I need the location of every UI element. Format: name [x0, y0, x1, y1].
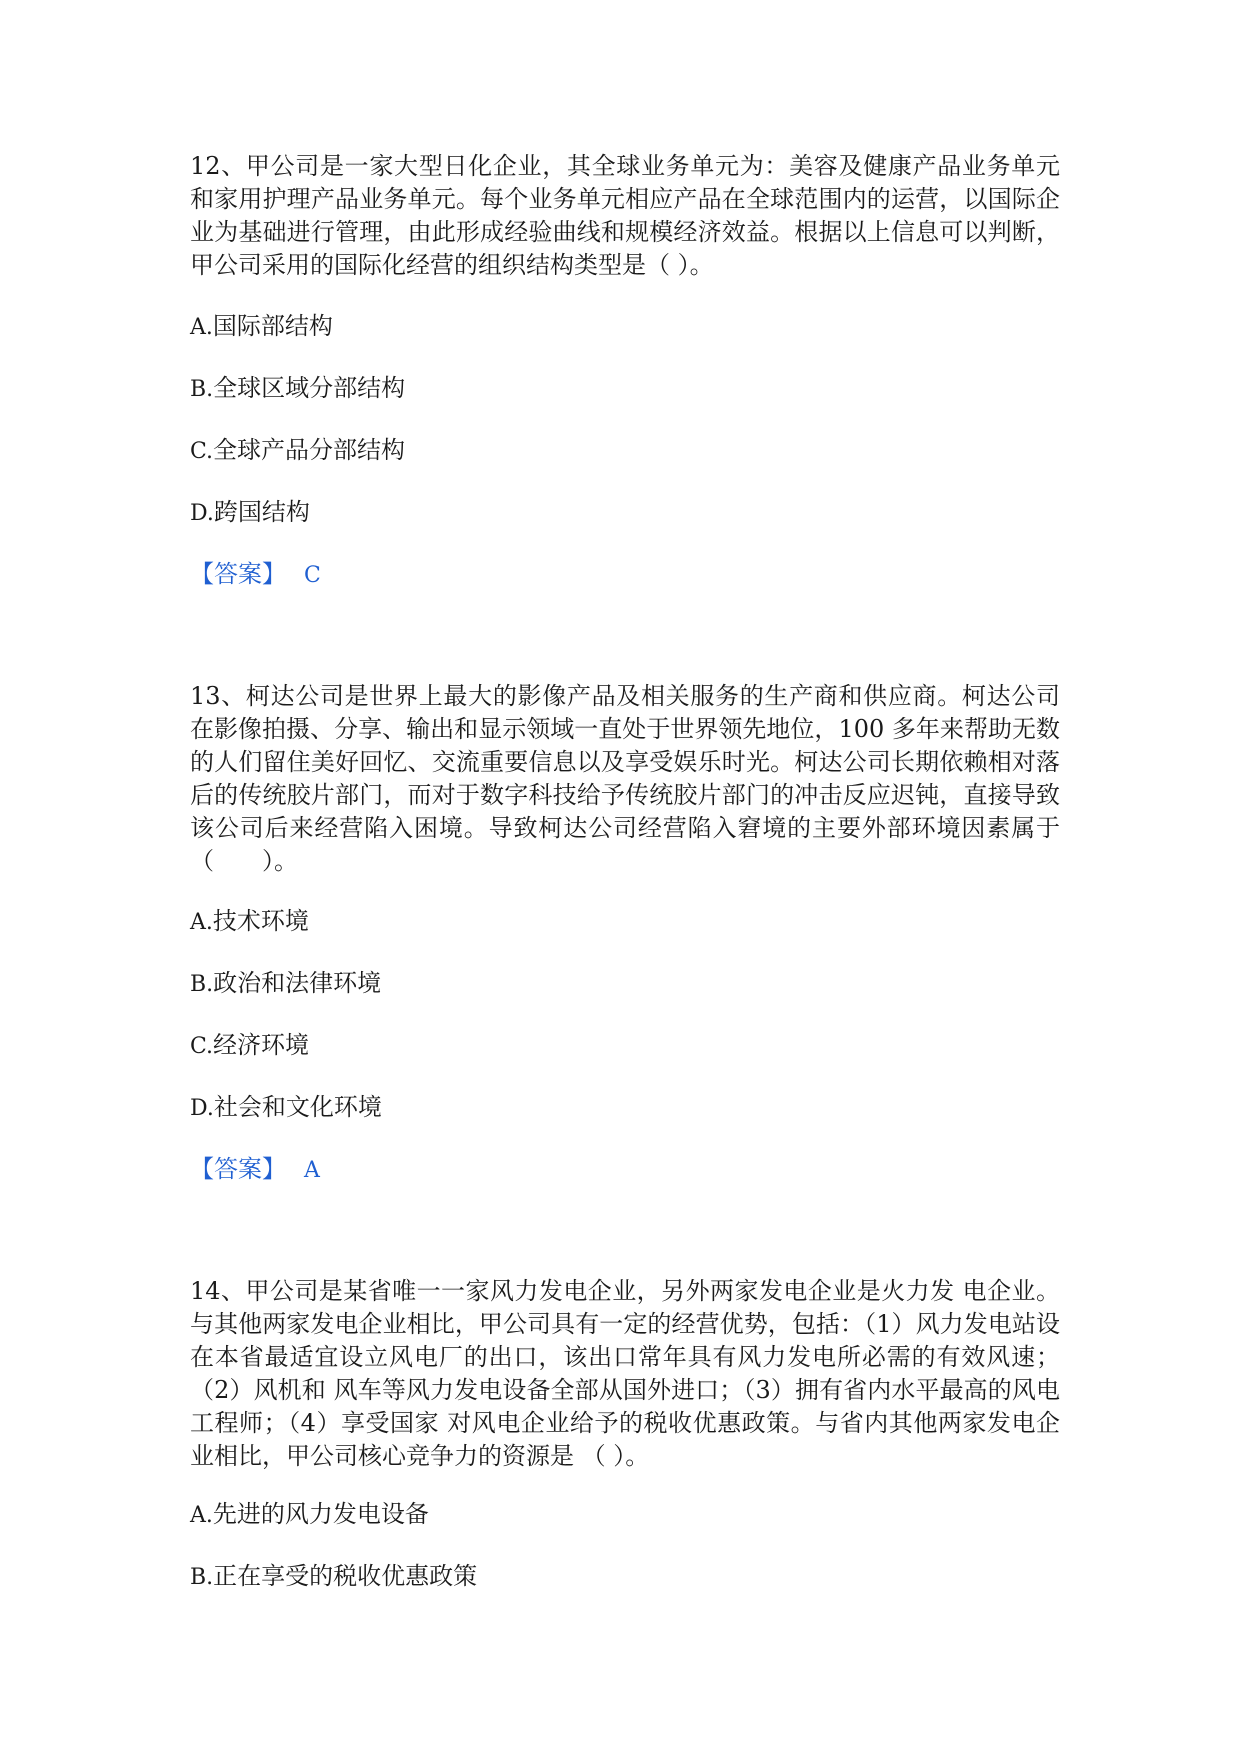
option-text: 国际部结构 [212, 312, 333, 340]
option-letter: A. [190, 910, 213, 935]
answer-line [190, 558, 321, 592]
option-letter: D. [190, 501, 214, 526]
option-text: 技术环境 [212, 907, 309, 935]
option-letter: C. [190, 1034, 214, 1059]
answer-tag: 【答案】 [190, 1155, 286, 1183]
option-letter: B. [190, 377, 214, 402]
option-a [190, 1498, 429, 1532]
option-text: 跨国结构 [213, 498, 310, 526]
option-a [190, 905, 309, 939]
question-stem: 14、甲公司是某省唯一一家风力发电企业，另外两家发电企业是火力发 电企业。与其他两家发电企业相比，甲公司具有一定的经营优势，包括：（1）风力发电站设 在本省最适宜设立风电厂的出口，该出口常年具有风力发电所必需的有效风速；（2）风机和 风车等风力发电设备全部从国外进口；（3）拥有省内水平最高的风电工程师；（4）享受国家 对风电企业给予的税收优惠政策。与省内其他两家发电企业相比，甲公司核心竞争力的资源是 （ ）。 [190, 1277, 1060, 1470]
option-letter: A. [190, 1503, 213, 1528]
answer-tag: 【答案】 [190, 560, 286, 588]
option-c [190, 434, 405, 468]
option-text: 先进的风力发电设备 [212, 1500, 429, 1528]
answer-value: A [304, 1158, 320, 1183]
option-a [190, 310, 333, 344]
option-text: 正在享受的税收优惠政策 [213, 1562, 478, 1590]
option-b [190, 967, 381, 1001]
option-c [190, 1029, 309, 1063]
answer-line [190, 1153, 320, 1187]
answer-value: C [304, 563, 321, 588]
option-letter: B. [190, 1565, 214, 1590]
option-text: 全球产品分部结构 [213, 436, 406, 464]
question-stem: 13、柯达公司是世界上最大的影像产品及相关服务的生产商和供应商。柯达公司在影像拍摄、分享、输出和显示领域一直处于世界领先地位，100 多年来帮助无数的人们留住美好回忆、交流重要信息以及享受娱乐时光。柯达公司长期依赖相对落后的传统胶片部门，而对于数字科技给予传统胶片部门的冲击反应迟钝，直接导致该公司后来经营陷入困境。导致柯达公司经营陷入窘境的主要外部环境因素属于（ ）。 [190, 682, 1060, 875]
option-d [190, 1091, 382, 1125]
option-text: 全球区域分部结构 [213, 374, 406, 402]
option-b [190, 1560, 477, 1594]
option-letter: B. [190, 972, 214, 997]
option-text: 社会和文化环境 [213, 1093, 382, 1121]
option-letter: A. [190, 315, 213, 340]
option-d [190, 496, 310, 530]
question-stem: 12、甲公司是一家大型日化企业，其全球业务单元为：美容及健康产品业务单元和家用护理产品业务单元。每个业务单元相应产品在全球范围内的运营，以国际企业为基础进行管理，由此形成经验曲线和规模经济效益。根据以上信息可以判断，甲公司采用的国际化经营的组织结构类型是（ ）。 [190, 152, 1060, 279]
option-text: 经济环境 [213, 1031, 310, 1059]
option-letter: C. [190, 439, 214, 464]
option-text: 政治和法律环境 [213, 969, 382, 997]
option-b [190, 372, 405, 406]
option-letter: D. [190, 1096, 214, 1121]
